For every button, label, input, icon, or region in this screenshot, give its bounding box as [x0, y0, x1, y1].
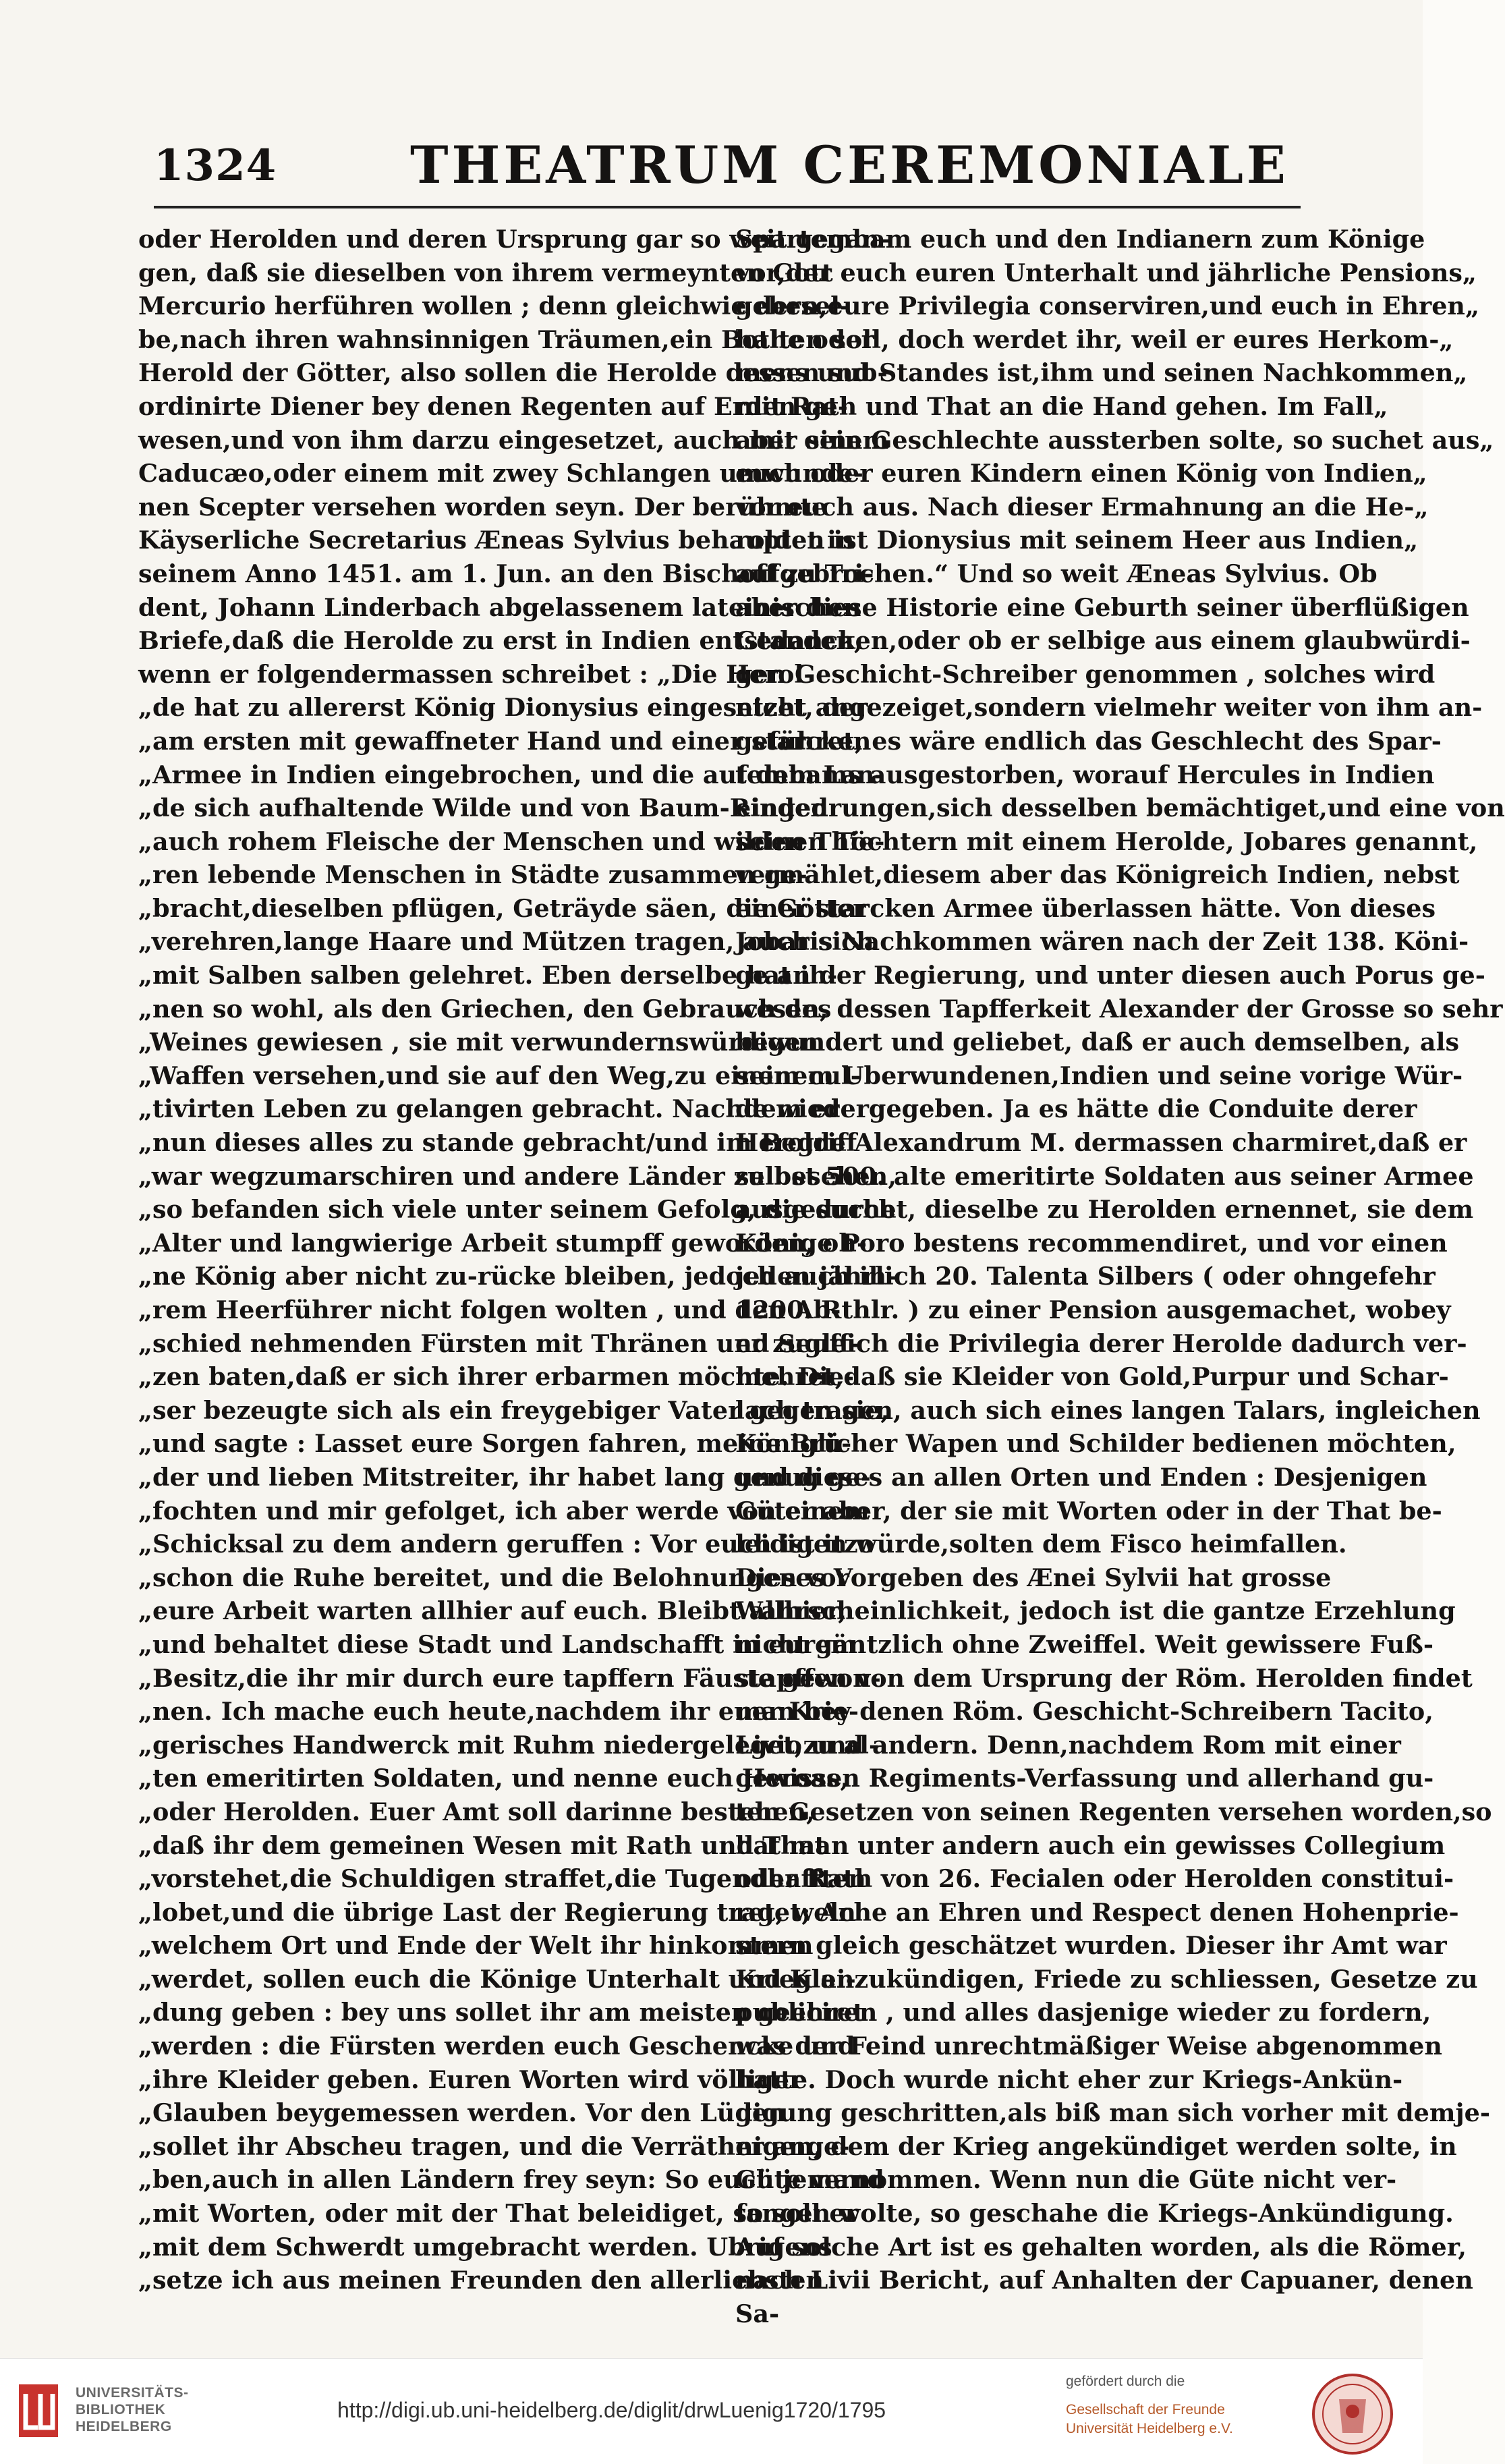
university-seal-icon	[1309, 2372, 1396, 2457]
text-line: „setze ich aus meinen Freunden den allerliebsten	[138, 2266, 824, 2295]
text-line: „der und lieben Mitstreiter, ihr habet lang genug ge-	[138, 1462, 871, 1492]
text-line: aber sein Geschlechte aussterben solte, so suchet aus„	[735, 425, 1494, 455]
text-line: „lobet,und die übrige Last der Regierung traget; An	[138, 1897, 856, 1927]
text-line: „rem Heerführer nicht folgen wolten , und den Ab-	[138, 1295, 841, 1324]
library-name-line: BIBLIOTHEK	[76, 2402, 166, 2417]
text-line: ret, welche an Ehren und Respect denen Hohenprie-	[735, 1897, 1459, 1927]
text-line: „auch rohem Fleische der Menschen und wilden Thie-	[138, 827, 885, 856]
text-line: „werden : die Fürsten werden euch Geschencke und	[138, 2032, 855, 2061]
text-line: Wahrscheinlichkeit, jedoch ist die gantze Erzehlung	[735, 1596, 1456, 1626]
text-line: „fochten und mir gefolget, ich aber werde von einem	[138, 1496, 870, 1525]
text-line: hat man unter andern auch ein gewisses Collegium	[735, 1830, 1446, 1860]
funding-note	[1066, 2372, 1295, 2438]
text-line: „ten emeritirten Soldaten, und nenne euch Heroas,	[138, 1764, 849, 1793]
text-line: seinen Töchtern mit einem Herolde, Jobares genannt,	[735, 827, 1478, 856]
text-line: Dieses Vorgeben des Ænei Sylvii hat grosse	[735, 1563, 1332, 1592]
text-line: „bracht,dieselben pflügen, Geträyde säen, die Götter	[138, 893, 866, 923]
text-line: be,nach ihren wahnsinnigen Träumen,ein Bothe oder	[138, 325, 874, 354]
text-line: gen, daß sie dieselben von ihrem vermeynten Gott	[138, 258, 833, 287]
page-header	[154, 135, 1301, 209]
text-line: mens und Standes ist,ihm und seinen Nachkommen„	[735, 358, 1468, 388]
text-line: „daß ihr dem gemeinen Wesen mit Rath und That	[138, 1830, 826, 1860]
text-line: „werdet, sollen euch die Könige Unterhalt und Klei-	[138, 1964, 856, 1994]
text-line: „oder Herolden. Euer Amt soll darinne bestehen,	[138, 1797, 815, 1826]
text-line: lach tragen, auch sich eines langen Talars, ingleichen	[735, 1395, 1481, 1425]
text-line: stapffen von dem Ursprung der Röm. Herolden findet	[735, 1663, 1473, 1693]
text-line: Briefe,daß die Herolde zu erst in Indien entstanden,	[138, 626, 863, 656]
text-line: „und sagte : Lasset eure Sorgen fahren, meine Brü-	[138, 1429, 852, 1459]
text-line: Jobaris Nachkommen wären nach der Zeit 138. Köni-	[735, 927, 1469, 957]
text-line: „Glauben beygemessen werden. Vor den Lügen	[138, 2098, 786, 2128]
text-line: 1200. Rthlr. ) zu einer Pension ausgemachet, wobey	[735, 1295, 1451, 1324]
text-line: „schied nehmenden Fürsten mit Thränen und Seuff-	[138, 1328, 860, 1358]
text-line: „zen baten,daß er sich ihrer erbarmen möchte. Die-	[138, 1362, 855, 1392]
text-line: Spartembam euch und den Indianern zum Könige	[735, 225, 1425, 254]
text-line: de wiedergegeben. Ja es hätte die Conduite derer	[735, 1094, 1417, 1124]
text-line: nach Livii Bericht, auf Anhalten der Capuaner, denen	[735, 2266, 1473, 2295]
text-line: ordinirte Diener bey denen Regenten auf Erden ge-	[138, 391, 848, 421]
text-line: nigen, dem der Krieg angekündiget werden solte, in	[735, 2131, 1457, 2161]
text-line: einer starcken Armee überlassen hätte. Von dieses	[735, 893, 1436, 923]
text-line: man bey denen Röm. Geschicht-Schreibern Tacito,	[735, 1697, 1433, 1727]
text-line: „mit Salben salben gelehret. Eben derselbe hat ih-	[138, 961, 838, 990]
text-line: „tivirten Leben zu gelangen gebracht. Nachdem er	[138, 1094, 840, 1124]
text-line: stern gleich geschätzet wurden. Dieser ihr Amt war	[735, 1931, 1447, 1961]
text-line: Käyserliche Secretarius Æneas Sylvius behauptet in	[138, 526, 855, 555]
text-line: nicht gäntzlich ohne Zweiffel. Weit gewissere Fuß-	[735, 1629, 1434, 1659]
text-line: Güte vernommen. Wenn nun die Güte nicht ver-	[735, 2165, 1397, 2195]
text-line: rolden ist Dionysius mit seinem Heer aus Indien„	[735, 526, 1419, 555]
text-line: geben,eure Privilegia conserviren,und euch in Ehren„	[735, 291, 1479, 321]
text-line: aufgebrochen.“ Und so weit Æneas Sylvius. Ob	[735, 559, 1378, 588]
text-line: Auf solche Art ist es gehalten worden, als die Römer,	[735, 2232, 1467, 2262]
right-column	[735, 223, 1505, 2330]
text-line: leidigen würde,solten dem Fisco heimfallen.	[735, 1530, 1347, 1559]
text-line: oder Herolden und deren Ursprung gar so weit gegan-	[138, 225, 890, 254]
text-line: „verehren,lange Haare und Mützen tragen, auch sich	[138, 927, 874, 957]
text-line: seinem Anno 1451. am 1. Jun. an den Bischoff zu Tri-	[138, 559, 874, 588]
library-name-line: HEIDELBERG	[76, 2419, 172, 2434]
society-name	[1066, 2401, 1295, 2438]
text-line: vor euch aus. Nach dieser Ermahnung an die He-„	[735, 492, 1429, 522]
text-line: was der Feind unrechtmäßiger Weise abgenommen	[735, 2032, 1442, 2061]
text-line: nicht angezeiget,sondern vielmehr weiter von ihm an-	[735, 693, 1483, 723]
text-line: publiciren , und alles dasjenige wieder zu fordern,	[735, 1998, 1431, 2027]
text-line: „ser bezeugte sich als ein freygebiger Vater gegen sie,	[138, 1395, 890, 1425]
text-line: „Armee in Indien eingebrochen, und die auf dem Lan-	[138, 760, 885, 789]
text-line: aber diese Historie eine Geburth seiner überflüßigen	[735, 592, 1469, 622]
text-line: geführet, es wäre endlich das Geschlecht des Spar-	[735, 726, 1442, 756]
text-line: nen Scepter versehen worden seyn. Der berühmte	[138, 492, 828, 522]
text-line: tembams ausgestorben, worauf Hercules in Indien	[735, 760, 1435, 789]
text-line: Könige Poro bestens recommendiret, und vor einen	[735, 1228, 1448, 1258]
text-line: wesen,und von ihm darzu eingesetzet, auch mit einem	[138, 425, 889, 455]
text-line: Caducæo,oder einem mit zwey Schlangen umwunde-	[138, 459, 863, 488]
text-line: „war wegzumarschiren und andere Länder zu besehen,	[138, 1161, 897, 1191]
library-name	[76, 2384, 189, 2435]
text-line: „ne König aber nicht zu-rücke bleiben, jedoch auch ih-	[138, 1262, 897, 1291]
library-logo-icon	[15, 2380, 62, 2441]
text-line: jeden jährlich 20. Talenta Silbers ( oder ohngefehr	[735, 1262, 1436, 1291]
text-line: seinem Uberwundenen,Indien und seine vorige Wür-	[735, 1061, 1463, 1090]
text-line: er zugleich die Privilegia derer Herolde dadurch ver-	[735, 1328, 1467, 1358]
text-line: hatte. Doch wurde nicht eher zur Kriegs-Ankün-	[735, 2065, 1403, 2094]
left-column	[138, 223, 897, 2297]
text-line: „sollet ihr Abscheu tragen, und die Verräther ange-	[138, 2131, 850, 2161]
text-line: Sa-	[735, 2299, 780, 2328]
text-line: „ren lebende Menschen in Städte zusammen ge-	[138, 860, 807, 890]
text-line: „Alter und langwierige Arbeit stumpff geworden, oh-	[138, 1228, 868, 1258]
text-line: eingedrungen,sich desselben bemächtiget,und eine von	[735, 793, 1505, 823]
text-line: „Besitz,die ihr mir durch eure tapffern Fäuste gewon-	[138, 1663, 881, 1693]
text-line: Königlicher Wapen und Schilder bedienen möchten,	[735, 1429, 1456, 1459]
text-line: „de sich aufhaltende Wilde und von Baum-Rinden	[138, 793, 828, 823]
text-line: halten soll, doch werdet ihr, weil er eures Herkom-„	[735, 325, 1454, 354]
text-line: digung geschritten,als biß man sich vorher mit demje-	[735, 2098, 1491, 2128]
text-line: „nen. Ich mache euch heute,nachdem ihr euer Krie-	[138, 1697, 859, 1727]
text-line: oder Rath von 26. Fecialen oder Herolden constitui-	[735, 1864, 1454, 1894]
text-line: Livio und andern. Denn,nachdem Rom mit einer	[735, 1730, 1401, 1760]
text-line: Gedancken,oder ob er selbige aus einem glaubwürdi-	[735, 626, 1471, 656]
society-name-line: Universität Heidelberg e.V.	[1066, 2421, 1233, 2436]
text-line: „mit dem Schwerdt umgebracht werden. Ubrigens	[138, 2232, 832, 2262]
text-line: ausgesuchet, dieselbe zu Herolden ernennet, sie dem	[735, 1195, 1474, 1225]
text-line: euch oder euren Kindern einen König von Indien„	[735, 459, 1427, 488]
permalink-url[interactable]: http://digi.ub.uni-heidelberg.de/diglit/drwLuenig1720/1795	[337, 2398, 886, 2422]
text-line: „am ersten mit gewaffneter Hand und einer starcken	[138, 726, 872, 756]
text-line: „ben,auch in allen Ländern frey seyn: So euch jemand	[138, 2165, 884, 2195]
text-line: „Schicksal zu dem andern geruffen : Vor euch ist itzo	[138, 1530, 875, 1559]
text-line: Mercurio herführen wollen ; denn gleichwie dersel-	[138, 291, 851, 321]
text-line: mit Rath und That an die Hand gehen. Im Fall„	[735, 391, 1388, 421]
text-line: Güter aber, der sie mit Worten oder in der That be-	[735, 1496, 1442, 1525]
text-line: bewundert und geliebet, daß er auch demselben, als	[735, 1028, 1459, 1057]
text-line: vermählet,diesem aber das Königreich Indien, nebst	[735, 860, 1460, 890]
header-rule	[154, 206, 1301, 208]
text-line: wenn er folgendermassen schreibet : „Die Herol-	[138, 659, 814, 689]
text-line: „de hat zu allererst König Dionysius eingesetzet, der	[138, 693, 868, 723]
text-line: und dieses an allen Orten und Enden : Desjenigen	[735, 1462, 1427, 1492]
text-line: selbst 500. alte emeritirte Soldaten aus seiner Armee	[735, 1161, 1474, 1191]
viewer-footer	[0, 2358, 1423, 2464]
text-line: Krieg anzukündigen, Friede zu schliessen, Gesetze zu	[735, 1964, 1478, 1994]
text-line: „dung geben : bey uns sollet ihr am meisten geehret	[138, 1998, 864, 2027]
text-line: „welchem Ort und Ende der Welt ihr hinkommen	[138, 1931, 814, 1961]
text-line: „schon die Ruhe bereitet, und die Belohnungen vor	[138, 1563, 849, 1592]
text-line: ten Gesetzen von seinen Regenten versehen worden,so	[735, 1797, 1492, 1826]
text-line: dent, Johann Linderbach abgelassenem lateinischen	[138, 592, 861, 622]
text-line: „nen so wohl, als den Griechen, den Gebrauch des	[138, 994, 832, 1024]
page-number: 1324	[154, 140, 277, 191]
library-name-line: UNIVERSITÄTS-	[76, 2385, 189, 2401]
text-line: fangen wolte, so geschahe die Kriegs-Ankündigung.	[735, 2199, 1454, 2229]
text-line: „eure Arbeit warten allhier auf euch. Bleibt allhier,	[138, 1596, 847, 1626]
text-line: „mit Worten, oder mit der That beleidiget, so soll er	[138, 2199, 858, 2229]
text-line: „so befanden sich viele unter seinem Gefolg, die durch	[138, 1195, 897, 1225]
text-line: „gerisches Handwerck mit Ruhm niedergeleget,zu al-	[138, 1730, 880, 1760]
running-title: THEATRUM CEREMONIALE	[410, 135, 1289, 195]
text-line: „Waffen versehen,und sie auf den Weg,zu einem cul-	[138, 1061, 861, 1090]
text-line: wesen, dessen Tapfferkeit Alexander der Grosse so sehr	[735, 994, 1503, 1024]
society-name-line: Gesellschaft der Freunde	[1066, 2402, 1225, 2417]
text-line: Herolde Alexandrum M. dermassen charmiret,daß er	[735, 1128, 1467, 1158]
text-line: „nun dieses alles zu stande gebracht/und im Begriff	[138, 1128, 857, 1158]
text-line: „vorstehet,die Schuldigen straffet,die Tugendhafften	[138, 1864, 866, 1894]
text-line: „und behaltet diese Stadt und Landschafft in eurem	[138, 1629, 857, 1659]
text-line: „Weines gewiesen , sie mit verwundernswürdigen	[138, 1028, 819, 1057]
text-line: gewissen Regiments-Verfassung und allerhand gu-	[735, 1764, 1434, 1793]
text-line: Herold der Götter, also sollen die Herolde dessen sub-	[138, 358, 888, 388]
text-line: gen Geschicht-Schreiber genommen , solches wird	[735, 659, 1436, 689]
text-line: mehret,daß sie Kleider von Gold,Purpur und Schar-	[735, 1362, 1449, 1392]
text-line: „ihre Kleider geben. Euren Worten wird völliger	[138, 2065, 803, 2094]
text-line: ge an der Regierung, und unter diesen auch Porus ge-	[735, 961, 1485, 990]
funded-by-label: gefördert durch die	[1066, 2374, 1185, 2389]
text-line: vor,der euch euren Unterhalt und jährliche Pensions„	[735, 258, 1477, 287]
